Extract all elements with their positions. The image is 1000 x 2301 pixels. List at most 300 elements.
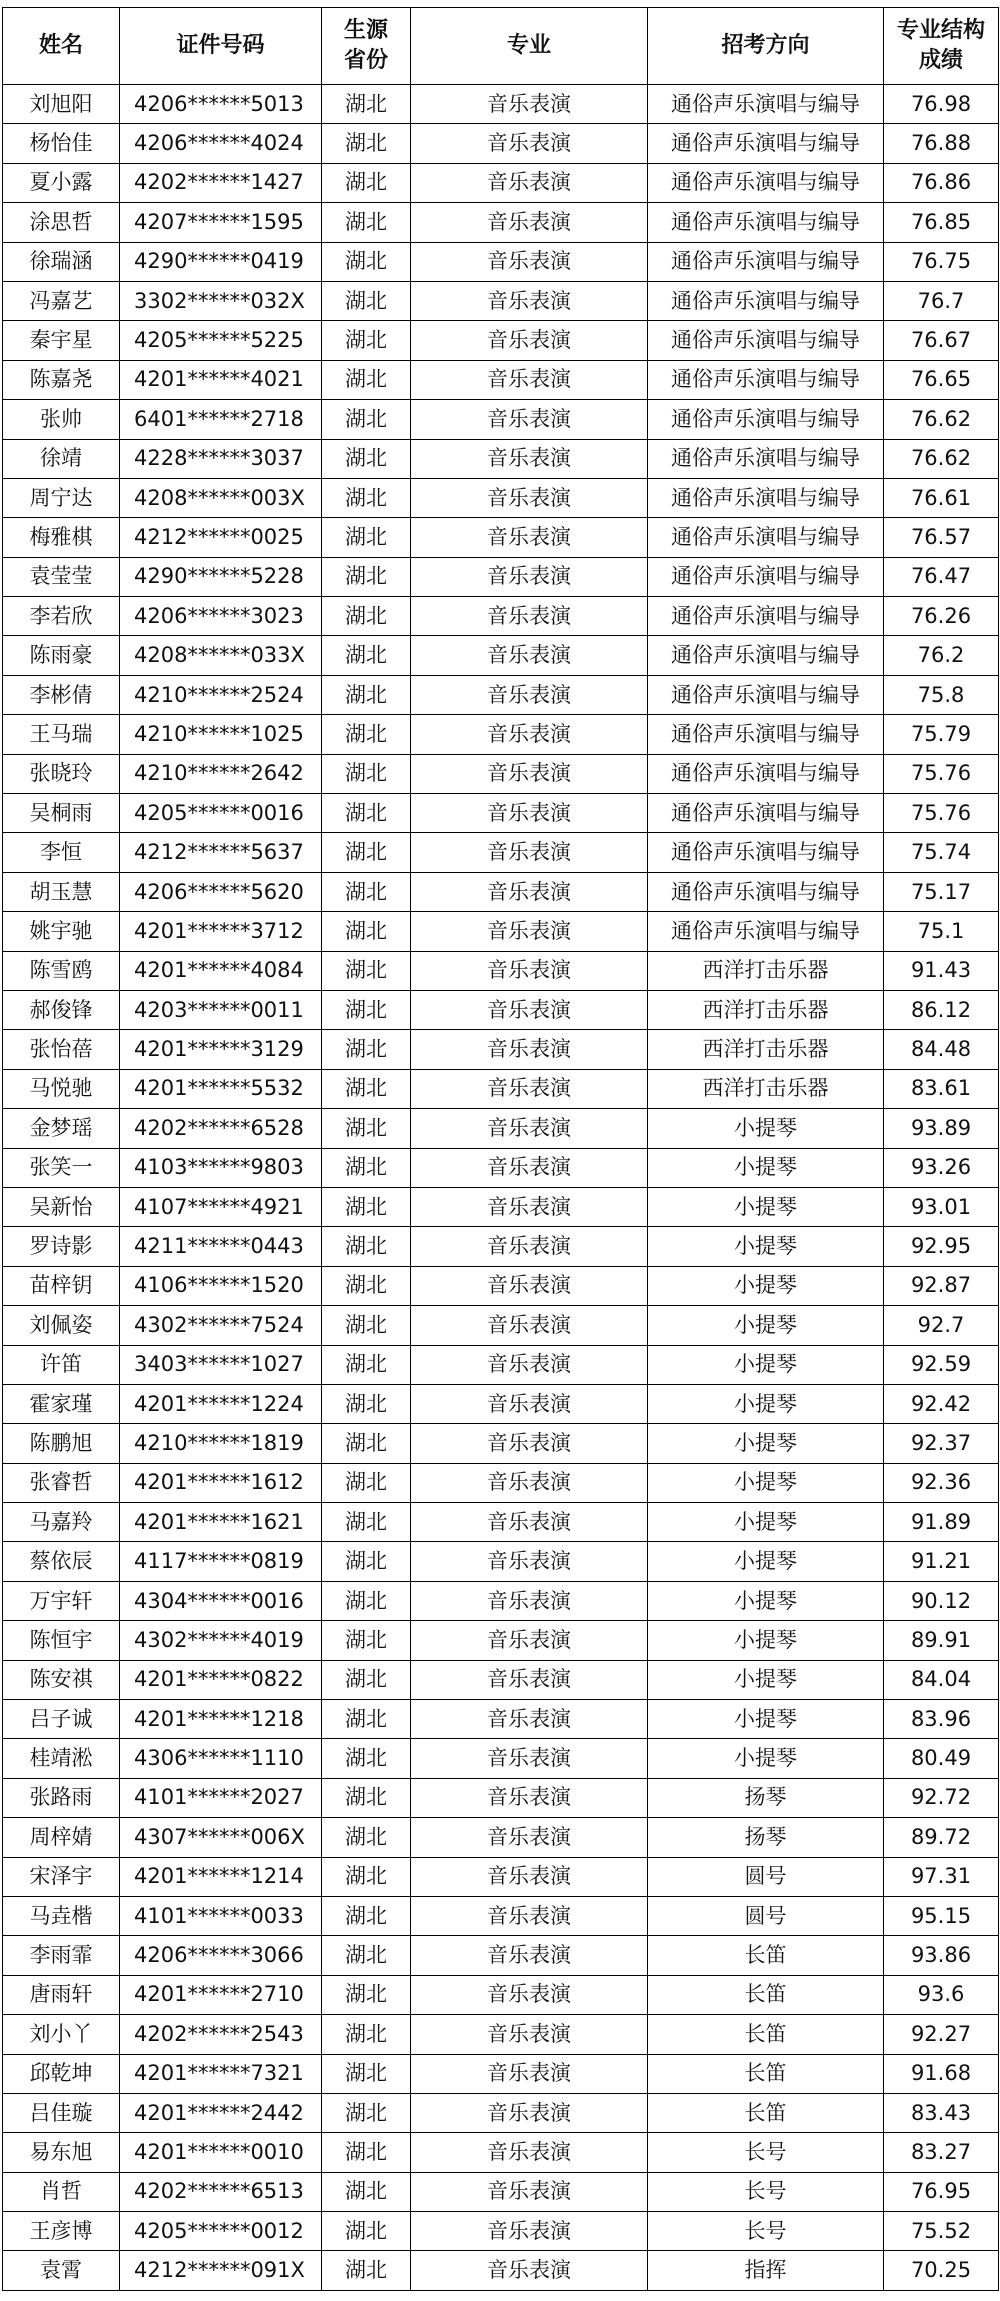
cell-origin: 湖北 xyxy=(322,1463,411,1502)
cell-score: 75.79 xyxy=(884,715,999,754)
cell-score: 75.74 xyxy=(884,833,999,872)
cell-origin: 湖北 xyxy=(322,1975,411,2014)
table-row xyxy=(3,1936,999,1975)
cell-score: 89.72 xyxy=(884,1818,999,1857)
cell-origin: 湖北 xyxy=(322,1621,411,1660)
table-row xyxy=(3,1227,999,1266)
cell-name: 马悦驰 xyxy=(3,1069,120,1108)
cell-id: 4205******5225 xyxy=(120,321,322,360)
table-row xyxy=(3,715,999,754)
cell-direction: 指挥 xyxy=(648,2251,884,2290)
cell-id: 4101******0033 xyxy=(120,1896,322,1935)
cell-name: 万宇轩 xyxy=(3,1581,120,1620)
cell-origin: 湖北 xyxy=(322,636,411,675)
cell-name: 袁霄 xyxy=(3,2251,120,2290)
cell-name: 李若欣 xyxy=(3,597,120,636)
table-row xyxy=(3,675,999,714)
cell-id: 4201******3129 xyxy=(120,1030,322,1069)
cell-score: 92.42 xyxy=(884,1384,999,1423)
header-origin-line1: 生源 xyxy=(343,18,388,44)
cell-id: 4201******2442 xyxy=(120,2093,322,2132)
cell-origin: 湖北 xyxy=(322,1503,411,1542)
cell-major: 音乐表演 xyxy=(411,1187,648,1226)
cell-score: 75.8 xyxy=(884,675,999,714)
header-score-line1: 专业结构 xyxy=(896,18,985,44)
cell-name: 夏小露 xyxy=(3,163,120,202)
cell-id: 4210******2642 xyxy=(120,754,322,793)
cell-score: 76.75 xyxy=(884,242,999,281)
cell-id: 3302******032X xyxy=(120,281,322,320)
cell-origin: 湖北 xyxy=(322,1857,411,1896)
cell-origin: 湖北 xyxy=(322,872,411,911)
table-row xyxy=(3,872,999,911)
cell-id: 4203******0011 xyxy=(120,990,322,1029)
cell-name: 刘旭阳 xyxy=(3,85,120,124)
cell-id: 4208******033X xyxy=(120,636,322,675)
table-row xyxy=(3,990,999,1029)
table-row xyxy=(3,1778,999,1817)
cell-id: 4210******1819 xyxy=(120,1424,322,1463)
cell-score: 92.37 xyxy=(884,1424,999,1463)
cell-score: 83.96 xyxy=(884,1700,999,1739)
cell-score: 76.85 xyxy=(884,203,999,242)
table-row xyxy=(3,636,999,675)
cell-id: 4106******1520 xyxy=(120,1266,322,1305)
cell-name: 姚宇驰 xyxy=(3,912,120,951)
table-row xyxy=(3,360,999,399)
table-row xyxy=(3,557,999,596)
cell-name: 霍家瑾 xyxy=(3,1384,120,1423)
cell-score: 75.76 xyxy=(884,754,999,793)
table-row xyxy=(3,1739,999,1778)
cell-direction: 小提琴 xyxy=(648,1542,884,1581)
cell-origin: 湖北 xyxy=(322,1936,411,1975)
table-row xyxy=(3,1187,999,1226)
cell-name: 梅雅棋 xyxy=(3,518,120,557)
cell-direction: 通俗声乐演唱与编导 xyxy=(648,281,884,320)
header-major: 专业 xyxy=(411,8,648,85)
cell-major: 音乐表演 xyxy=(411,1266,648,1305)
cell-name: 吴桐雨 xyxy=(3,794,120,833)
cell-id: 4206******5620 xyxy=(120,872,322,911)
cell-id: 4201******1621 xyxy=(120,1503,322,1542)
cell-direction: 长号 xyxy=(648,2212,884,2251)
cell-name: 陈恒宇 xyxy=(3,1621,120,1660)
cell-major: 音乐表演 xyxy=(411,2015,648,2054)
cell-direction: 长笛 xyxy=(648,2054,884,2093)
cell-origin: 湖北 xyxy=(322,2054,411,2093)
cell-major: 音乐表演 xyxy=(411,242,648,281)
cell-major: 音乐表演 xyxy=(411,124,648,163)
cell-direction: 扬琴 xyxy=(648,1818,884,1857)
cell-origin: 湖北 xyxy=(322,2015,411,2054)
cell-origin: 湖北 xyxy=(322,1896,411,1935)
cell-score: 83.43 xyxy=(884,2093,999,2132)
cell-id: 4212******091X xyxy=(120,2251,322,2290)
cell-origin: 湖北 xyxy=(322,1581,411,1620)
cell-name: 吴新怡 xyxy=(3,1187,120,1226)
cell-origin: 湖北 xyxy=(322,124,411,163)
cell-id: 4290******5228 xyxy=(120,557,322,596)
cell-name: 张笑一 xyxy=(3,1148,120,1187)
cell-name: 陈嘉尧 xyxy=(3,360,120,399)
table-row xyxy=(3,1621,999,1660)
cell-direction: 通俗声乐演唱与编导 xyxy=(648,321,884,360)
cell-score: 86.12 xyxy=(884,990,999,1029)
cell-id: 4201******4084 xyxy=(120,951,322,990)
cell-score: 75.52 xyxy=(884,2212,999,2251)
cell-direction: 圆号 xyxy=(648,1896,884,1935)
cell-id: 4212******0025 xyxy=(120,518,322,557)
cell-major: 音乐表演 xyxy=(411,1778,648,1817)
cell-id: 4201******0010 xyxy=(120,2133,322,2172)
cell-id: 4290******0419 xyxy=(120,242,322,281)
table-row xyxy=(3,2212,999,2251)
cell-major: 音乐表演 xyxy=(411,400,648,439)
cell-id: 4201******1612 xyxy=(120,1463,322,1502)
cell-score: 92.59 xyxy=(884,1345,999,1384)
cell-direction: 小提琴 xyxy=(648,1660,884,1699)
cell-score: 95.15 xyxy=(884,1896,999,1935)
cell-direction: 通俗声乐演唱与编导 xyxy=(648,912,884,951)
cell-major: 音乐表演 xyxy=(411,2251,648,2290)
header-id: 证件号码 xyxy=(120,8,322,85)
cell-name: 易东旭 xyxy=(3,2133,120,2172)
cell-score: 83.61 xyxy=(884,1069,999,1108)
cell-score: 97.31 xyxy=(884,1857,999,1896)
cell-score: 92.27 xyxy=(884,2015,999,2054)
cell-major: 音乐表演 xyxy=(411,2093,648,2132)
table-row xyxy=(3,1030,999,1069)
cell-id: 4304******0016 xyxy=(120,1581,322,1620)
cell-major: 音乐表演 xyxy=(411,1227,648,1266)
cell-id: 4208******003X xyxy=(120,478,322,517)
cell-direction: 通俗声乐演唱与编导 xyxy=(648,439,884,478)
table-row xyxy=(3,597,999,636)
cell-score: 75.1 xyxy=(884,912,999,951)
table-row xyxy=(3,1660,999,1699)
cell-major: 音乐表演 xyxy=(411,1463,648,1502)
table-body xyxy=(3,85,999,2291)
cell-score: 84.48 xyxy=(884,1030,999,1069)
table-row xyxy=(3,281,999,320)
cell-origin: 湖北 xyxy=(322,794,411,833)
table-row xyxy=(3,1857,999,1896)
cell-score: 76.65 xyxy=(884,360,999,399)
table-row xyxy=(3,833,999,872)
cell-name: 周宁达 xyxy=(3,478,120,517)
cell-name: 马嘉羚 xyxy=(3,1503,120,1542)
cell-major: 音乐表演 xyxy=(411,203,648,242)
cell-name: 陈雪鸥 xyxy=(3,951,120,990)
header-score-line2: 成绩 xyxy=(918,48,963,73)
table-row xyxy=(3,1463,999,1502)
cell-direction: 长号 xyxy=(648,2133,884,2172)
cell-major: 音乐表演 xyxy=(411,1621,648,1660)
cell-score: 70.25 xyxy=(884,2251,999,2290)
cell-major: 音乐表演 xyxy=(411,1700,648,1739)
cell-major: 音乐表演 xyxy=(411,2133,648,2172)
cell-score: 76.61 xyxy=(884,478,999,517)
cell-major: 音乐表演 xyxy=(411,1896,648,1935)
table-row xyxy=(3,1069,999,1108)
cell-origin: 湖北 xyxy=(322,754,411,793)
cell-id: 4201******2710 xyxy=(120,1975,322,2014)
header-direction: 招考方向 xyxy=(648,8,884,85)
cell-score: 84.04 xyxy=(884,1660,999,1699)
cell-id: 4201******7321 xyxy=(120,2054,322,2093)
cell-direction: 通俗声乐演唱与编导 xyxy=(648,794,884,833)
cell-origin: 湖北 xyxy=(322,675,411,714)
cell-score: 76.62 xyxy=(884,439,999,478)
table-row xyxy=(3,2172,999,2211)
cell-major: 音乐表演 xyxy=(411,754,648,793)
cell-name: 张怡蓓 xyxy=(3,1030,120,1069)
cell-major: 音乐表演 xyxy=(411,675,648,714)
cell-id: 4202******1427 xyxy=(120,163,322,202)
cell-name: 陈鹏旭 xyxy=(3,1424,120,1463)
cell-id: 3403******1027 xyxy=(120,1345,322,1384)
table-row xyxy=(3,321,999,360)
cell-direction: 通俗声乐演唱与编导 xyxy=(648,400,884,439)
cell-direction: 通俗声乐演唱与编导 xyxy=(648,360,884,399)
cell-direction: 通俗声乐演唱与编导 xyxy=(648,163,884,202)
cell-major: 音乐表演 xyxy=(411,85,648,124)
cell-direction: 通俗声乐演唱与编导 xyxy=(648,636,884,675)
cell-major: 音乐表演 xyxy=(411,281,648,320)
cell-major: 音乐表演 xyxy=(411,912,648,951)
table-row xyxy=(3,794,999,833)
cell-name: 郝俊锋 xyxy=(3,990,120,1029)
table-row xyxy=(3,912,999,951)
table-row xyxy=(3,2133,999,2172)
cell-origin: 湖北 xyxy=(322,1187,411,1226)
cell-major: 音乐表演 xyxy=(411,1936,648,1975)
cell-name: 马垚楷 xyxy=(3,1896,120,1935)
cell-major: 音乐表演 xyxy=(411,1975,648,2014)
table-row xyxy=(3,2054,999,2093)
cell-score: 92.72 xyxy=(884,1778,999,1817)
cell-score: 76.47 xyxy=(884,557,999,596)
cell-id: 4205******0016 xyxy=(120,794,322,833)
cell-name: 张帅 xyxy=(3,400,120,439)
cell-origin: 湖北 xyxy=(322,85,411,124)
cell-name: 张路雨 xyxy=(3,1778,120,1817)
cell-major: 音乐表演 xyxy=(411,2054,648,2093)
cell-origin: 湖北 xyxy=(322,242,411,281)
cell-direction: 长笛 xyxy=(648,2093,884,2132)
cell-direction: 小提琴 xyxy=(648,1187,884,1226)
cell-origin: 湖北 xyxy=(322,321,411,360)
cell-major: 音乐表演 xyxy=(411,163,648,202)
cell-score: 92.7 xyxy=(884,1306,999,1345)
cell-origin: 湖北 xyxy=(322,1345,411,1384)
table-row xyxy=(3,1384,999,1423)
cell-major: 音乐表演 xyxy=(411,1857,648,1896)
cell-score: 83.27 xyxy=(884,2133,999,2172)
cell-direction: 扬琴 xyxy=(648,1778,884,1817)
cell-direction: 通俗声乐演唱与编导 xyxy=(648,85,884,124)
cell-major: 音乐表演 xyxy=(411,833,648,872)
cell-score: 90.12 xyxy=(884,1581,999,1620)
cell-origin: 湖北 xyxy=(322,951,411,990)
cell-origin: 湖北 xyxy=(322,360,411,399)
cell-id: 4307******006X xyxy=(120,1818,322,1857)
cell-origin: 湖北 xyxy=(322,1384,411,1423)
cell-origin: 湖北 xyxy=(322,1818,411,1857)
cell-major: 音乐表演 xyxy=(411,1542,648,1581)
cell-direction: 西洋打击乐器 xyxy=(648,990,884,1029)
cell-direction: 小提琴 xyxy=(648,1306,884,1345)
cell-name: 李恒 xyxy=(3,833,120,872)
table-row xyxy=(3,2093,999,2132)
cell-name: 秦宇星 xyxy=(3,321,120,360)
cell-origin: 湖北 xyxy=(322,1069,411,1108)
cell-major: 音乐表演 xyxy=(411,360,648,399)
cell-score: 92.87 xyxy=(884,1266,999,1305)
cell-id: 4101******2027 xyxy=(120,1778,322,1817)
cell-origin: 湖北 xyxy=(322,2251,411,2290)
cell-origin: 湖北 xyxy=(322,281,411,320)
cell-id: 4201******1224 xyxy=(120,1384,322,1423)
cell-score: 76.95 xyxy=(884,2172,999,2211)
cell-id: 4306******1110 xyxy=(120,1739,322,1778)
cell-direction: 长笛 xyxy=(648,1936,884,1975)
cell-score: 76.26 xyxy=(884,597,999,636)
cell-name: 蔡依辰 xyxy=(3,1542,120,1581)
cell-origin: 湖北 xyxy=(322,2212,411,2251)
cell-id: 4201******1214 xyxy=(120,1857,322,1896)
cell-major: 音乐表演 xyxy=(411,1030,648,1069)
table-header-row xyxy=(3,8,999,85)
cell-name: 杨怡佳 xyxy=(3,124,120,163)
cell-id: 4206******4024 xyxy=(120,124,322,163)
table-row xyxy=(3,951,999,990)
cell-id: 4107******4921 xyxy=(120,1187,322,1226)
table-row xyxy=(3,2015,999,2054)
cell-name: 宋泽宇 xyxy=(3,1857,120,1896)
cell-direction: 小提琴 xyxy=(648,1266,884,1305)
table-row xyxy=(3,1542,999,1581)
cell-direction: 小提琴 xyxy=(648,1227,884,1266)
cell-major: 音乐表演 xyxy=(411,636,648,675)
cell-score: 80.49 xyxy=(884,1739,999,1778)
cell-major: 音乐表演 xyxy=(411,518,648,557)
cell-name: 罗诗影 xyxy=(3,1227,120,1266)
cell-major: 音乐表演 xyxy=(411,1660,648,1699)
cell-id: 4201******3712 xyxy=(120,912,322,951)
cell-id: 4206******3023 xyxy=(120,597,322,636)
cell-direction: 西洋打击乐器 xyxy=(648,1030,884,1069)
table-row xyxy=(3,1266,999,1305)
cell-direction: 通俗声乐演唱与编导 xyxy=(648,242,884,281)
cell-origin: 湖北 xyxy=(322,1424,411,1463)
cell-direction: 长笛 xyxy=(648,1975,884,2014)
cell-origin: 湖北 xyxy=(322,1542,411,1581)
cell-origin: 湖北 xyxy=(322,1306,411,1345)
cell-id: 4210******2524 xyxy=(120,675,322,714)
cell-direction: 圆号 xyxy=(648,1857,884,1896)
cell-origin: 湖北 xyxy=(322,478,411,517)
header-origin-line2: 省份 xyxy=(343,48,388,73)
cell-direction: 通俗声乐演唱与编导 xyxy=(648,872,884,911)
cell-direction: 通俗声乐演唱与编导 xyxy=(648,557,884,596)
cell-name: 徐瑞涵 xyxy=(3,242,120,281)
cell-major: 音乐表演 xyxy=(411,1424,648,1463)
header-name: 姓名 xyxy=(3,8,120,85)
cell-id: 6401******2718 xyxy=(120,400,322,439)
cell-name: 陈安祺 xyxy=(3,1660,120,1699)
cell-name: 徐靖 xyxy=(3,439,120,478)
table-row xyxy=(3,1896,999,1935)
table-row xyxy=(3,242,999,281)
cell-direction: 通俗声乐演唱与编导 xyxy=(648,518,884,557)
cell-direction: 西洋打击乐器 xyxy=(648,1069,884,1108)
cell-major: 音乐表演 xyxy=(411,1109,648,1148)
cell-name: 刘佩姿 xyxy=(3,1306,120,1345)
table-row xyxy=(3,1975,999,2014)
cell-id: 4206******5013 xyxy=(120,85,322,124)
table-row xyxy=(3,1581,999,1620)
cell-name: 肖哲 xyxy=(3,2172,120,2211)
cell-major: 音乐表演 xyxy=(411,1503,648,1542)
table-row xyxy=(3,163,999,202)
cell-name: 金梦瑶 xyxy=(3,1109,120,1148)
cell-direction: 小提琴 xyxy=(648,1109,884,1148)
header-score xyxy=(884,8,999,85)
cell-score: 76.86 xyxy=(884,163,999,202)
cell-name: 涂思哲 xyxy=(3,203,120,242)
cell-id: 4205******0012 xyxy=(120,2212,322,2251)
table-row xyxy=(3,203,999,242)
cell-id: 4210******1025 xyxy=(120,715,322,754)
table-row xyxy=(3,1306,999,1345)
cell-score: 91.21 xyxy=(884,1542,999,1581)
table-row xyxy=(3,1148,999,1187)
cell-origin: 湖北 xyxy=(322,439,411,478)
cell-name: 冯嘉艺 xyxy=(3,281,120,320)
cell-id: 4202******2543 xyxy=(120,2015,322,2054)
cell-major: 音乐表演 xyxy=(411,1818,648,1857)
table-row xyxy=(3,1503,999,1542)
cell-id: 4202******6528 xyxy=(120,1109,322,1148)
cell-score: 76.7 xyxy=(884,281,999,320)
cell-origin: 湖北 xyxy=(322,163,411,202)
cell-id: 4207******1595 xyxy=(120,203,322,242)
cell-direction: 通俗声乐演唱与编导 xyxy=(648,478,884,517)
table-row xyxy=(3,754,999,793)
cell-major: 音乐表演 xyxy=(411,2172,648,2211)
cell-origin: 湖北 xyxy=(322,2133,411,2172)
cell-origin: 湖北 xyxy=(322,1700,411,1739)
cell-major: 音乐表演 xyxy=(411,1345,648,1384)
cell-major: 音乐表演 xyxy=(411,990,648,1029)
cell-origin: 湖北 xyxy=(322,1739,411,1778)
cell-direction: 通俗声乐演唱与编导 xyxy=(648,754,884,793)
cell-major: 音乐表演 xyxy=(411,1148,648,1187)
cell-origin: 湖北 xyxy=(322,518,411,557)
cell-id: 4211******0443 xyxy=(120,1227,322,1266)
cell-id: 4103******9803 xyxy=(120,1148,322,1187)
cell-direction: 西洋打击乐器 xyxy=(648,951,884,990)
cell-direction: 小提琴 xyxy=(648,1700,884,1739)
cell-direction: 小提琴 xyxy=(648,1463,884,1502)
cell-direction: 小提琴 xyxy=(648,1345,884,1384)
cell-direction: 小提琴 xyxy=(648,1621,884,1660)
cell-score: 93.01 xyxy=(884,1187,999,1226)
table-row xyxy=(3,1818,999,1857)
cell-name: 陈雨豪 xyxy=(3,636,120,675)
